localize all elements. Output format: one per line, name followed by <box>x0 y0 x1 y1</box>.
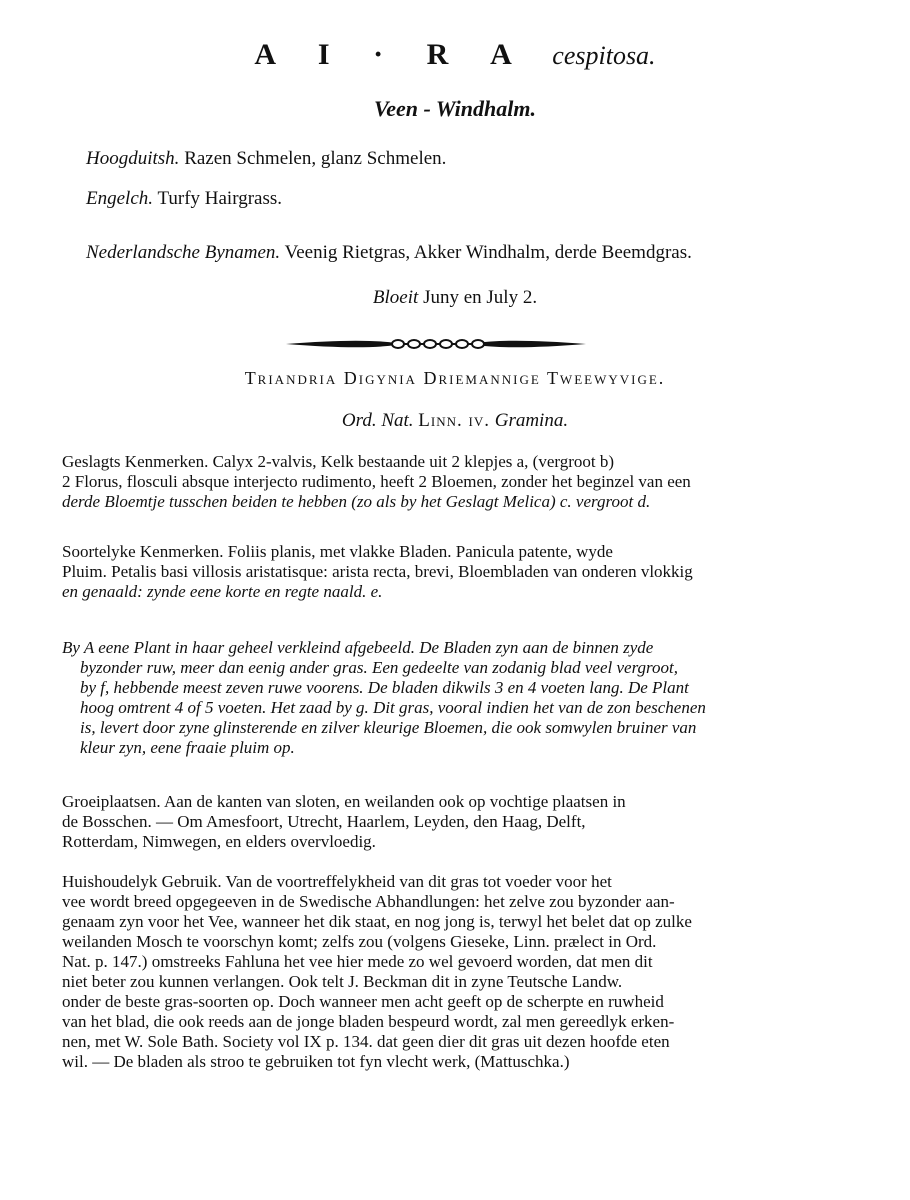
english-value: Turfy Hairgrass. <box>157 188 282 209</box>
order-linn: Linn. iv. <box>418 410 490 431</box>
species-characters-line: Pluim. Petalis basi villosis aristatisque: arista recta, brevi, Bloembladen van onderen vlokkig <box>62 562 693 581</box>
genus-characters-line: 2 Florus, flosculi absque interjecto rudimento, heeft 2 Bloemen, zonder het beginzel van een <box>62 472 691 491</box>
habitats-line: de Bosschen. — Om Amesfoort, Utrecht, Haarlem, Leyden, den Haag, Delft, <box>62 812 586 831</box>
classification: Triandria Digynia Driemannige Tweewyvige. <box>244 368 666 388</box>
household-use-line: Huishoudelyk Gebruik. Van de voortreffelykheid van dit gras tot voeder voor het <box>62 872 612 891</box>
description-line: kleur zyn, eene fraaie pluim op. <box>80 738 295 757</box>
description-line: is, levert door zyne glinsterende en zilver kleurige Bloemen, die ook somwylen bruiner van <box>80 718 697 737</box>
description-line: byzonder ruw, meer dan eenig ander gras. Een gedeelte van zodanig blad veel vergroot, <box>80 658 679 677</box>
habitats-line: Groeiplaatsen. Aan de kanten van sloten, en weilanden ook op vochtige plaatsen in <box>62 792 626 811</box>
description-line: By A eene Plant in haar geheel verkleind afgebeeld. De Bladen zyn aan de binnen zyde <box>62 638 654 657</box>
household-use-line: wil. — De bladen als stroo te gebruiken tot fyn vlecht werk, (Mattuschka.) <box>62 1052 570 1071</box>
bloom-line <box>0 287 910 309</box>
english-name-line <box>86 188 282 210</box>
species-characters <box>62 542 854 602</box>
german-value: Razen Schmelen, glanz Schmelen. <box>184 148 447 169</box>
household-use-line: niet beter zou kunnen verlangen. Ook telt J. Beckman dit in zyne Teutsche Landw. <box>62 972 623 991</box>
german-label: Hoogduitsh. <box>86 148 180 169</box>
genus-characters <box>62 452 854 512</box>
habitats-line: Rotterdam, Nimwegen, en elders overvloedig. <box>62 832 376 851</box>
genus-name: A I · R A <box>254 38 530 71</box>
household-use-line: weilanden Mosch te voorschyn komt; zelfs zou (volgens Gieseke, Linn. prælect in Ord. <box>62 932 657 951</box>
bloom-value: Juny en July 2. <box>423 287 538 308</box>
species-name: cespitosa. <box>552 41 656 70</box>
dutch-synonyms-line <box>86 242 692 264</box>
order-group: Gramina. <box>494 410 569 431</box>
household-use-line: Nat. p. 147.) omstreeks Fahluna het vee hier mede zo wel gevoerd worden, dat men dit <box>62 952 653 971</box>
genus-characters-line: derde Bloemtje tusschen beiden te hebben (zo als by het Geslagt Melica) c. vergroot d. <box>62 492 651 511</box>
synonyms-value: Veenig Rietgras, Akker Windhalm, derde Beemdgras. <box>284 242 692 263</box>
household-use <box>62 872 854 1072</box>
habitats <box>62 792 854 852</box>
natural-order <box>0 410 910 432</box>
species-characters-line: en genaald: zynde eene korte en regte naald. e. <box>62 582 383 601</box>
order-prefix: Ord. Nat. <box>341 410 414 431</box>
species-characters-line: Soortelyke Kenmerken. Foliis planis, met vlakke Bladen. Panicula patente, wyde <box>62 542 613 561</box>
household-use-line: onder de beste gras-soorten op. Doch wanneer men acht geeft op de scherpte en ruwheid <box>62 992 664 1011</box>
household-use-line: nen, met W. Sole Bath. Society vol IX p. 134. dat geen dier dit gras uit dezen hoofde eten <box>62 1032 670 1051</box>
household-use-line: van het blad, die ook reeds aan de jonge bladen bespeurd wordt, zal men gereedlyk erken- <box>62 1012 675 1031</box>
household-use-line: genaam zyn voor het Vee, wanneer het dik staat, en nog jong is, terwyl het belet dat op zulke <box>62 912 692 931</box>
bloom-label: Bloeit <box>372 287 419 308</box>
ornamental-divider <box>286 334 586 354</box>
description-line: by f, hebbende meest zeven ruwe voorens. De bladen dikwils 3 en 4 voeten lang. De Plant <box>80 678 689 697</box>
plant-description <box>62 638 854 758</box>
page-title <box>0 38 910 72</box>
english-label: Engelch. <box>86 188 154 209</box>
household-use-line: vee wordt breed opgegeeven in de Swedische Abhandlungen: het zelve zou byzonder aan- <box>62 892 675 911</box>
dutch-name: Veen - Windhalm. <box>374 96 536 121</box>
german-name-line <box>86 148 446 170</box>
synonyms-label: Nederlandsche Bynamen. <box>86 242 281 263</box>
genus-characters-line: Geslagts Kenmerken. Calyx 2-valvis, Kelk bestaande uit 2 klepjes a, (vergroot b) <box>62 452 615 471</box>
description-line: hoog omtrent 4 of 5 voeten. Het zaad by g. Dit gras, vooral indien het van de zon beschenen <box>80 698 706 717</box>
